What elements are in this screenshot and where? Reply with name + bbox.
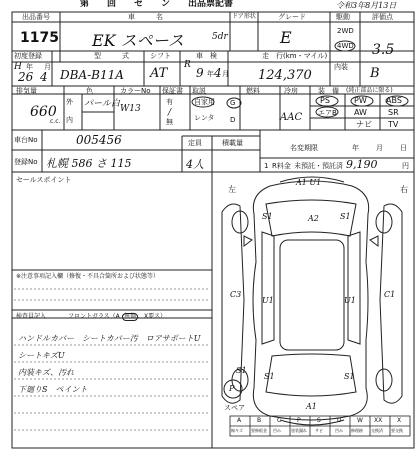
inspection-year: 9 [196,66,204,80]
equip-tv: TV [388,120,399,129]
fuel-rental: レンタ [194,114,215,122]
registration-number: 札幌 586 さ 115 [46,157,132,170]
first-reg-month: 4 [40,70,48,84]
equip-aw: AW [354,108,367,117]
diagram-right-label: 右 [400,185,408,194]
equip-airbag: エアB [318,109,337,117]
aircon: AAC [280,112,303,123]
sales-point-label: セールスポイント [16,176,72,184]
windshield-tail: 、X要ス） [138,313,167,320]
legend-code-u: U [337,417,342,424]
legend-meaning-p: 塗装漏れ [291,428,307,433]
damage-mark-5: U1 [262,296,274,305]
legend-code-a: A [237,417,242,424]
capacity: 4人 [186,158,204,171]
shift-label: シフト [150,52,171,60]
damage-mark-1: S1 [262,212,273,221]
door-type-label: ドア形状 [232,13,256,20]
exterior-color: パール白 [84,99,120,109]
ac-label: 冷房 [284,87,298,95]
spare-mark: P [229,384,235,393]
equip-pw: PW [354,96,367,105]
inspection-month: 4 [214,66,222,80]
legend-code-xx: XX [374,417,383,424]
damage-mark-6: U1 [344,296,356,305]
warranty-yes: 有 [166,98,173,106]
transfer-label: 名変期限 [290,144,318,152]
inspector-note-1: ハンドルカバー シートカバー汚 ロアサポートU [18,334,201,343]
capacity-label: 定員 [188,139,202,147]
legend-meaning-w: 修理跡 [351,428,363,433]
interior-label: 内装 [334,63,348,71]
drive-4wd: 4WD [337,42,354,50]
transfer-day: 日 [400,144,407,152]
grade: E [280,28,292,47]
damage-mark-10: S1 [344,372,355,381]
damage-mark-2: A2 [308,214,319,223]
legend-meaning-u: 凹み [335,428,343,433]
diagram-left-label: 左 [228,185,236,194]
legend-meaning-s: サビ [315,428,323,433]
damage-mark-7: C1 [384,290,396,299]
inspection-era: R [184,60,191,70]
damage-mark-4: C3 [230,290,242,299]
color-no-label: カラーNo [120,87,151,95]
grade-label: グレード [278,13,306,21]
damage-mark-11: A1 [306,402,317,411]
damage-mark-8: S1 [236,366,247,375]
equip-ps: PS [320,96,330,105]
mileage: 124,370 [258,68,312,83]
shift-type: AT [150,66,168,81]
recycle-label: R料金 [272,162,291,170]
load-label: 積載量 [222,139,243,147]
reg-label: 登録No [14,158,38,166]
color-ext-label: 外 [66,98,73,106]
color-int-label: 内 [66,116,73,124]
inspector-note-2: シートキズU [18,351,65,360]
legend-code-c: C [277,417,282,424]
car-name: EK スペース [92,31,184,50]
first-reg-month-unit: 月 [44,63,51,71]
lot-number: 1175 [20,30,59,46]
equipment-note: (純正部品に限る) [346,87,393,94]
legend-meaning-a: 線キズ [231,428,243,433]
damage-mark-front: A1 U1 [296,178,322,187]
legend-code-w: W [357,417,363,424]
equip-abs: ABS [386,96,402,105]
recycle-number: 1 [264,162,269,170]
warranty-mark: / [168,108,172,118]
model-code: DBA-B11A [60,68,124,82]
damage-mark-3: S1 [340,212,351,221]
inspection-label: 車 検 [196,52,217,60]
warranty-no: 無 [166,118,173,126]
drive-label: 駆動 [336,13,350,21]
fuel-label: 燃料 [246,87,260,95]
windshield-label: フロントガラス（A・ [68,313,126,320]
drive-2wd: 2WD [337,27,354,35]
color-label: 色 [86,87,93,95]
interior-grade: B [370,66,380,81]
damage-mark-9: S1 [264,372,275,381]
legend-code-s: S [317,417,321,424]
color-number: W13 [120,104,141,114]
vin-label: 車台No [14,136,38,144]
inspection-date: 令和3年8月13日 [336,1,397,10]
door-type: 5dr [212,32,228,42]
equip-navi: ナビ [356,120,372,129]
equipment-label: 装 備 [318,87,339,95]
windshield-circled: 無傷 [124,313,137,320]
inspector-label: 検査員記入 [16,313,47,320]
spare-label: スペア [224,404,245,412]
inspector-note-4: 下廻りS ペイント [18,385,88,394]
fuel-d: D [230,116,236,124]
notes-label: ※注意事項記入欄（修復・不具合箇所および状態等） [16,273,160,280]
cc-unit: c.c. [50,118,61,125]
warranty-label: 保証書 [162,87,183,95]
legend-code-p: P [297,417,301,424]
score: 3.5 [372,42,395,58]
mileage-label: 走 行(km・マイル) [262,52,328,60]
recycle-status: 未預託・預託済 [294,162,343,170]
transfer-month: 月 [376,144,383,152]
equip-sr: SR [388,108,399,117]
first-reg-label: 初度登録 [14,52,42,60]
legend-meaning-xx: 交換済 [371,428,383,433]
yen-unit: 円 [402,162,409,170]
recycle-fee: 9,190 [346,158,378,171]
score-label: 評価点 [372,13,393,21]
fuel-g: G [230,99,236,107]
manual-label: 取説 [192,87,206,95]
legend-meaning-x: 要交換 [391,428,403,433]
first-reg-year: 26 [18,70,34,84]
fuel-self: 自家用 [194,98,215,106]
inspection-year-unit: 年 [207,70,214,78]
inspection-month-unit: 月 [222,70,229,78]
displacement-label: 排気量 [16,87,37,95]
legend-code-x: X [397,417,402,424]
vin: 005456 [76,133,122,147]
transfer-year: 年 [352,144,359,152]
legend-code-b: B [257,417,262,424]
car-name-label: 車 名 [128,13,163,21]
model-label: 型 式 [94,52,129,60]
first-reg-year-unit: 年 [26,63,33,71]
lot-number-label: 出品番号 [22,13,50,21]
displacement: 660 [30,104,57,120]
legend-meaning-b: 要修板金 [251,428,267,433]
form-title: 第 回 セ ン 出品票記書 [80,0,234,9]
legend-meaning-c: 凹み [273,428,281,433]
inspector-note-3: 内装キズ、汚れ [18,368,75,377]
first-reg-era: H [14,62,22,72]
